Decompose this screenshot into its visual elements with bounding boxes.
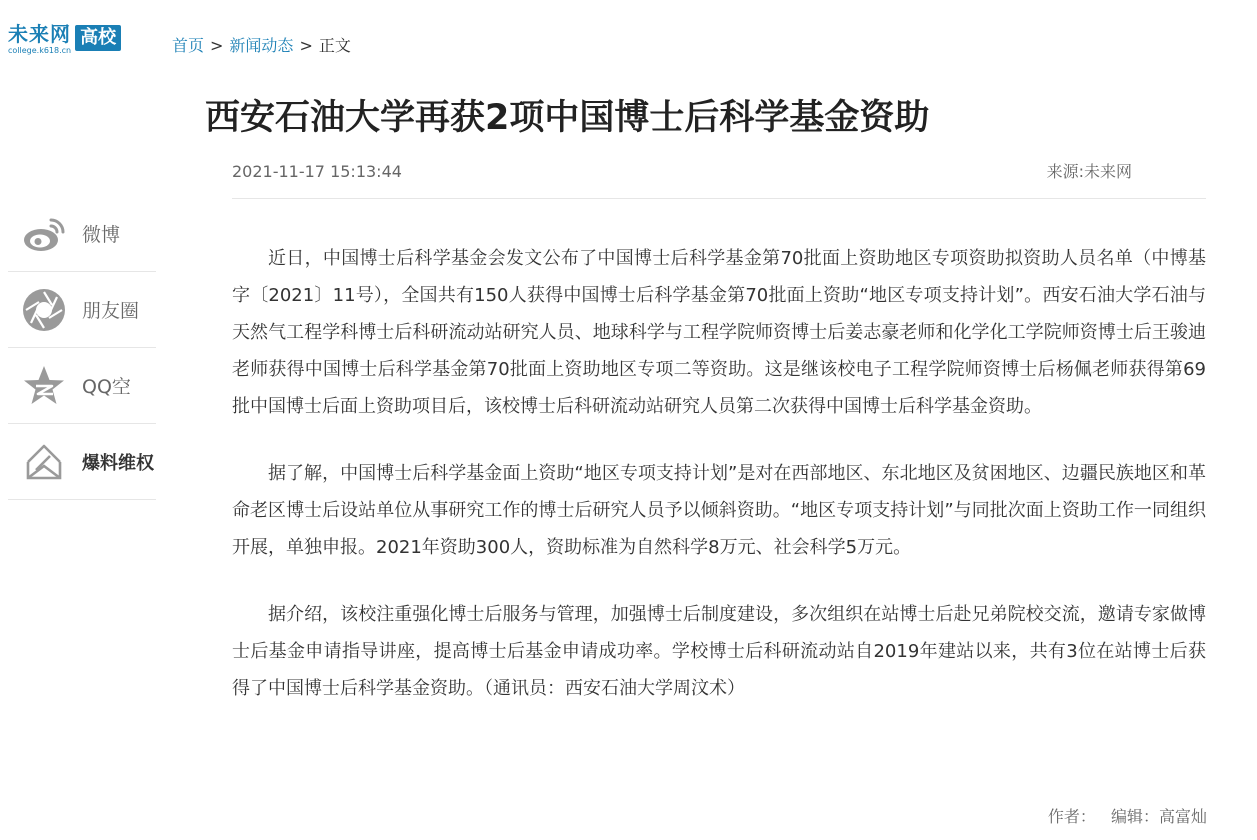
article-title: 西安石油大学再获2项中国博士后科学基金资助 [205, 98, 930, 138]
publish-datetime: 2021-11-17 15:13:44 [232, 162, 402, 181]
logo-name: 未来网 [8, 22, 71, 46]
article-paragraph: 据介绍，该校注重强化博士后服务与管理，加强博士后制度建设，多次组织在站博士后赴兄弟院校交流，邀请专家做博士后基金申请指导讲座，提高博士后基金申请成功率。学校博士后科研流动站自2019年建站以来，共有3位在站博士后获得了中国博士后科学基金资助。（通讯员：西安石油大学周汶术） [232, 604, 1206, 699]
meta-divider [232, 198, 1206, 199]
share-qzone-label: QQ空 [82, 376, 131, 398]
moments-icon [20, 286, 68, 334]
qzone-icon [20, 362, 68, 410]
breadcrumb-section-link[interactable]: 新闻动态 [229, 36, 294, 55]
breadcrumb-separator: > [299, 36, 313, 55]
share-report-label: 爆料维权 [82, 452, 154, 474]
article-paragraph: 据了解，中国博士后科学基金面上资助“地区专项支持计划”是对在西部地区、东北地区及贫困地区、边疆民族地区和革命老区博士后设站单位从事研究工作的博士后研究人员予以倾斜资助。“地区专项支持计划”与同批次面上资助工作一同组织开展，单独申报。2021年资助300人，资助标准为自然科学8万元、社会科学5万元。 [232, 463, 1206, 558]
article-footer [1038, 806, 1207, 828]
article-paragraph: 近日，中国博士后科学基金会发文公布了中国博士后科学基金第70批面上资助地区专项资助拟资助人员名单（中博基字〔2021〕11号），全国共有150人获得中国博士后科学基金第70批面上资助“地区专项支持计划”。西安石油大学石油与天然气工程学科博士后科研流动站研究人员、地球科学与工程学院师资博士后姜志豪老师和化学化工学院师资博士后王骏迪老师获得中国博士后科学基金第70批面上资助地区专项二等资助。这是继该校电子工程学院师资博士后杨佩老师获得第69批中国博士后面上资助项目后，该校博士后科研流动站研究人员第二次获得中国博士后科学基金资助。 [232, 248, 1206, 417]
author-label: 作者： [1047, 807, 1096, 826]
breadcrumb-home-link[interactable]: 首页 [172, 36, 205, 55]
breadcrumb-separator: > [210, 36, 224, 55]
share-moments-button[interactable] [8, 272, 156, 348]
logo-url: college.k618.cn [8, 46, 72, 55]
share-weibo-label: 微博 [82, 224, 121, 246]
article-meta [232, 162, 1132, 182]
share-moments-label: 朋友圈 [82, 300, 140, 322]
weibo-icon [20, 210, 68, 258]
share-sidebar [8, 196, 156, 500]
site-logo[interactable] [8, 24, 121, 58]
article-body [232, 240, 1206, 737]
breadcrumb [172, 36, 351, 56]
share-weibo-button[interactable] [8, 196, 156, 272]
editor-label: 编辑：高富灿 [1110, 807, 1207, 826]
breadcrumb-current: 正文 [318, 36, 351, 55]
logo-wordmark [8, 24, 71, 56]
logo-badge: 高校 [75, 25, 121, 51]
report-icon [20, 438, 68, 486]
article-source: 来源:未来网 [1046, 162, 1132, 181]
share-report-button[interactable] [8, 424, 156, 500]
share-qzone-button[interactable] [8, 348, 156, 424]
